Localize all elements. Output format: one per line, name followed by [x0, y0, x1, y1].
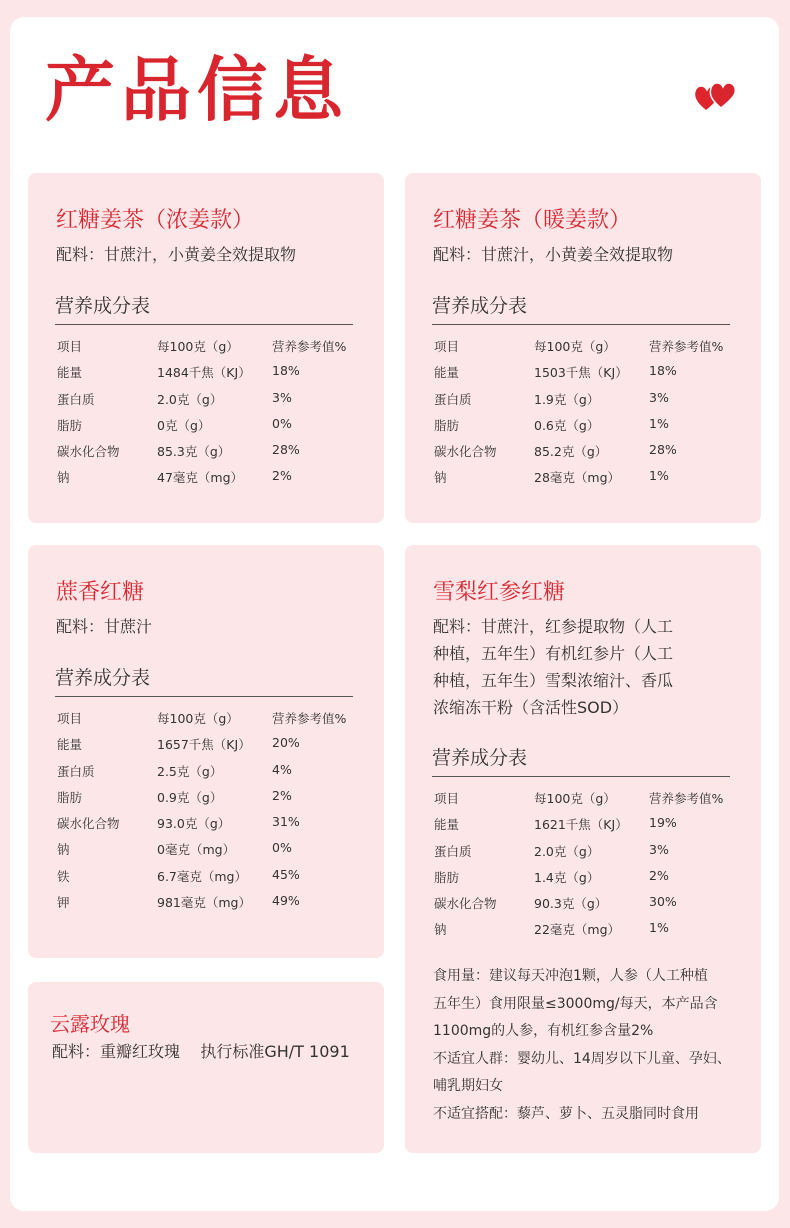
nrv-percent: 营养参考值%: [272, 711, 347, 726]
nutrition-title: 营养成分表: [432, 747, 528, 769]
nrv-percent: 1%: [649, 415, 669, 431]
amount-per-100g: 1484千焦（KJ）: [157, 365, 251, 381]
amount-per-100g: 93.0克（g）: [157, 816, 231, 832]
nrv-percent: 18%: [272, 363, 300, 379]
amount-per-100g: 0.6克（g）: [534, 417, 600, 433]
nutrient-name: 项目: [57, 711, 83, 726]
divider: [432, 776, 730, 777]
product-name: 红糖姜茶（浓姜款）: [56, 208, 255, 233]
usage-notes: [433, 963, 731, 1128]
note-line: 1100mg的人参，有机红参含量2%: [433, 1023, 654, 1039]
amount-per-100g: 每100克（g）: [534, 339, 616, 354]
nutrient-name: 钠: [434, 922, 447, 938]
nrv-percent: 0%: [272, 840, 292, 856]
note-line: 不适宜人群：婴幼儿、14周岁以下儿童、孕妇、: [433, 1050, 731, 1067]
amount-per-100g: 28毫克（mg）: [534, 470, 621, 486]
ingredients: [56, 613, 152, 640]
amount-per-100g: 1503千焦（KJ）: [534, 365, 628, 381]
table-row: [434, 442, 734, 468]
amount-per-100g: 2.0克（g）: [534, 843, 600, 859]
nutrient-name: 项目: [57, 339, 83, 354]
amount-per-100g: 85.3克（g）: [157, 444, 231, 460]
nutrient-name: 钠: [57, 470, 70, 486]
nrv-percent: 营养参考值%: [649, 791, 724, 806]
amount-per-100g: 0毫克（mg）: [157, 842, 236, 858]
amount-per-100g: 6.7毫克（mg）: [157, 868, 247, 884]
table-row: [57, 735, 357, 761]
amount-per-100g: 22毫克（mg）: [534, 922, 621, 938]
nutrition-table: [434, 337, 734, 495]
amount-per-100g: 981毫克（mg）: [157, 895, 251, 911]
nrv-percent: 2%: [649, 867, 669, 883]
table-row: [57, 416, 357, 442]
table-row: [57, 840, 357, 866]
table-row: [434, 363, 734, 389]
nutrient-name: 脂肪: [57, 417, 83, 433]
table-row: [57, 893, 357, 919]
nutrition-title: 营养成分表: [55, 667, 151, 689]
ingredients: [52, 1038, 350, 1065]
ingredients: [56, 241, 296, 268]
nutrient-name: 钾: [57, 895, 70, 911]
note-line: 食用量：建议每天冲泡1颗，人参（人工种植: [433, 968, 708, 984]
ingredients-line: 配料：甘蔗汁，小黄姜全效提取物: [433, 245, 674, 264]
nutrient-name: 碳水化合物: [434, 896, 497, 912]
nrv-percent: 3%: [272, 389, 292, 405]
nutrient-name: 铁: [57, 868, 70, 884]
table-row: [57, 814, 357, 840]
nutrient-name: 碳水化合物: [434, 444, 497, 460]
product-card-xueli-hongshen: [405, 545, 761, 1153]
product-card-yunlu-meigui: [28, 982, 384, 1153]
table-row: [57, 788, 357, 814]
nutrient-name: 项目: [434, 339, 460, 354]
table-row: [434, 468, 734, 494]
table-header-row: [57, 709, 357, 735]
nrv-percent: 31%: [272, 814, 300, 830]
table-row: [434, 416, 734, 442]
nrv-percent: 营养参考值%: [649, 339, 724, 354]
amount-per-100g: 47毫克（mg）: [157, 470, 244, 486]
nrv-percent: 19%: [649, 815, 677, 831]
nrv-percent: 49%: [272, 893, 300, 909]
nutrient-name: 能量: [57, 737, 83, 753]
nutrition-table: [57, 709, 357, 919]
amount-per-100g: 0.9克（g）: [157, 789, 223, 805]
nrv-percent: 20%: [272, 735, 300, 751]
nutrient-name: 脂肪: [57, 789, 83, 805]
amount-per-100g: 1.4克（g）: [534, 869, 600, 885]
nutrition-title: 营养成分表: [55, 295, 151, 317]
amount-per-100g: 每100克（g）: [157, 339, 239, 354]
nrv-percent: 2%: [272, 787, 292, 803]
nutrient-name: 项目: [434, 791, 460, 806]
ingredients-line: 种植，五年生）有机红参片（人工: [433, 644, 674, 663]
table-row: [434, 842, 734, 868]
ingredients: [433, 613, 673, 721]
nrv-percent: 28%: [272, 442, 300, 458]
nutrition-table: [434, 789, 734, 947]
amount-per-100g: 每100克（g）: [534, 791, 616, 806]
nrv-percent: 3%: [649, 841, 669, 857]
amount-per-100g: 1657千焦（KJ）: [157, 737, 251, 753]
note-line: 不适宜搭配：藜芦、萝卜、五灵脂同时食用: [433, 1105, 699, 1122]
hearts-icon: [693, 78, 739, 114]
table-row: [434, 868, 734, 894]
product-card-nuanjiang: [405, 173, 761, 523]
table-header-row: [434, 337, 734, 363]
nutrient-name: 蛋白质: [434, 391, 472, 407]
divider: [432, 324, 730, 325]
divider: [55, 324, 353, 325]
nrv-percent: 3%: [649, 389, 669, 405]
product-card-zhexiang: [28, 545, 384, 958]
nutrient-name: 脂肪: [434, 869, 460, 885]
nutrition-title: 营养成分表: [432, 295, 528, 317]
nutrient-name: 蛋白质: [57, 763, 95, 779]
product-card-nongjiang: [28, 173, 384, 523]
table-row: [57, 762, 357, 788]
nrv-percent: 28%: [649, 442, 677, 458]
table-row: [57, 390, 357, 416]
nutrient-name: 蛋白质: [434, 843, 472, 859]
page-title: 产品信息: [45, 48, 349, 131]
amount-per-100g: 85.2克（g）: [534, 444, 608, 460]
nutrition-table: [57, 337, 357, 495]
nrv-percent: 0%: [272, 415, 292, 431]
ingredients-line: 种植，五年生）雪梨浓缩汁、香瓜: [433, 671, 674, 690]
product-name: 红糖姜茶（暖姜款）: [433, 208, 632, 233]
nutrient-name: 碳水化合物: [57, 444, 120, 460]
table-header-row: [57, 337, 357, 363]
table-header-row: [434, 789, 734, 815]
note-line: 哺乳期妇女: [433, 1078, 503, 1094]
nutrient-name: 碳水化合物: [57, 816, 120, 832]
divider: [55, 696, 353, 697]
amount-per-100g: 0克（g）: [157, 417, 211, 433]
product-name: 蔗香红糖: [56, 580, 145, 605]
nrv-percent: 45%: [272, 866, 300, 882]
nrv-percent: 1%: [649, 920, 669, 936]
amount-per-100g: 每100克（g）: [157, 711, 239, 726]
amount-per-100g: 90.3克（g）: [534, 896, 608, 912]
nutrient-name: 能量: [57, 365, 83, 381]
nutrient-name: 钠: [434, 470, 447, 486]
nutrient-name: 能量: [434, 365, 460, 381]
ingredients-line: 配料：甘蔗汁，红参提取物（人工: [433, 617, 674, 636]
note-line: 五年生）食用限量≤3000mg/每天，本产品含: [433, 995, 718, 1012]
ingredients-line: 配料：甘蔗汁: [56, 617, 153, 636]
product-name: 雪梨红参红糖: [433, 580, 566, 605]
table-row: [57, 867, 357, 893]
nrv-percent: 1%: [649, 468, 669, 484]
table-row: [434, 815, 734, 841]
ingredients-line: 浓缩冻干粉（含活性SOD）: [433, 698, 629, 717]
product-name: 云露玫瑰: [50, 1012, 130, 1036]
ingredients-line: 配料：重瓣红玫瑰 执行标准GH/T 1091: [52, 1042, 350, 1061]
nrv-percent: 营养参考值%: [272, 339, 347, 354]
nutrient-name: 能量: [434, 817, 460, 833]
amount-per-100g: 1.9克（g）: [534, 391, 600, 407]
nrv-percent: 2%: [272, 468, 292, 484]
table-row: [57, 363, 357, 389]
amount-per-100g: 2.0克（g）: [157, 391, 223, 407]
amount-per-100g: 2.5克（g）: [157, 763, 223, 779]
table-row: [57, 468, 357, 494]
ingredients-line: 配料：甘蔗汁，小黄姜全效提取物: [56, 245, 297, 264]
nrv-percent: 18%: [649, 363, 677, 379]
table-row: [434, 390, 734, 416]
ingredients: [433, 241, 673, 268]
nutrient-name: 脂肪: [434, 417, 460, 433]
nrv-percent: 4%: [272, 761, 292, 777]
amount-per-100g: 1621千焦（KJ）: [534, 817, 628, 833]
nutrient-name: 钠: [57, 842, 70, 858]
table-row: [434, 894, 734, 920]
nutrient-name: 蛋白质: [57, 391, 95, 407]
table-row: [434, 920, 734, 946]
nrv-percent: 30%: [649, 894, 677, 910]
table-row: [57, 442, 357, 468]
